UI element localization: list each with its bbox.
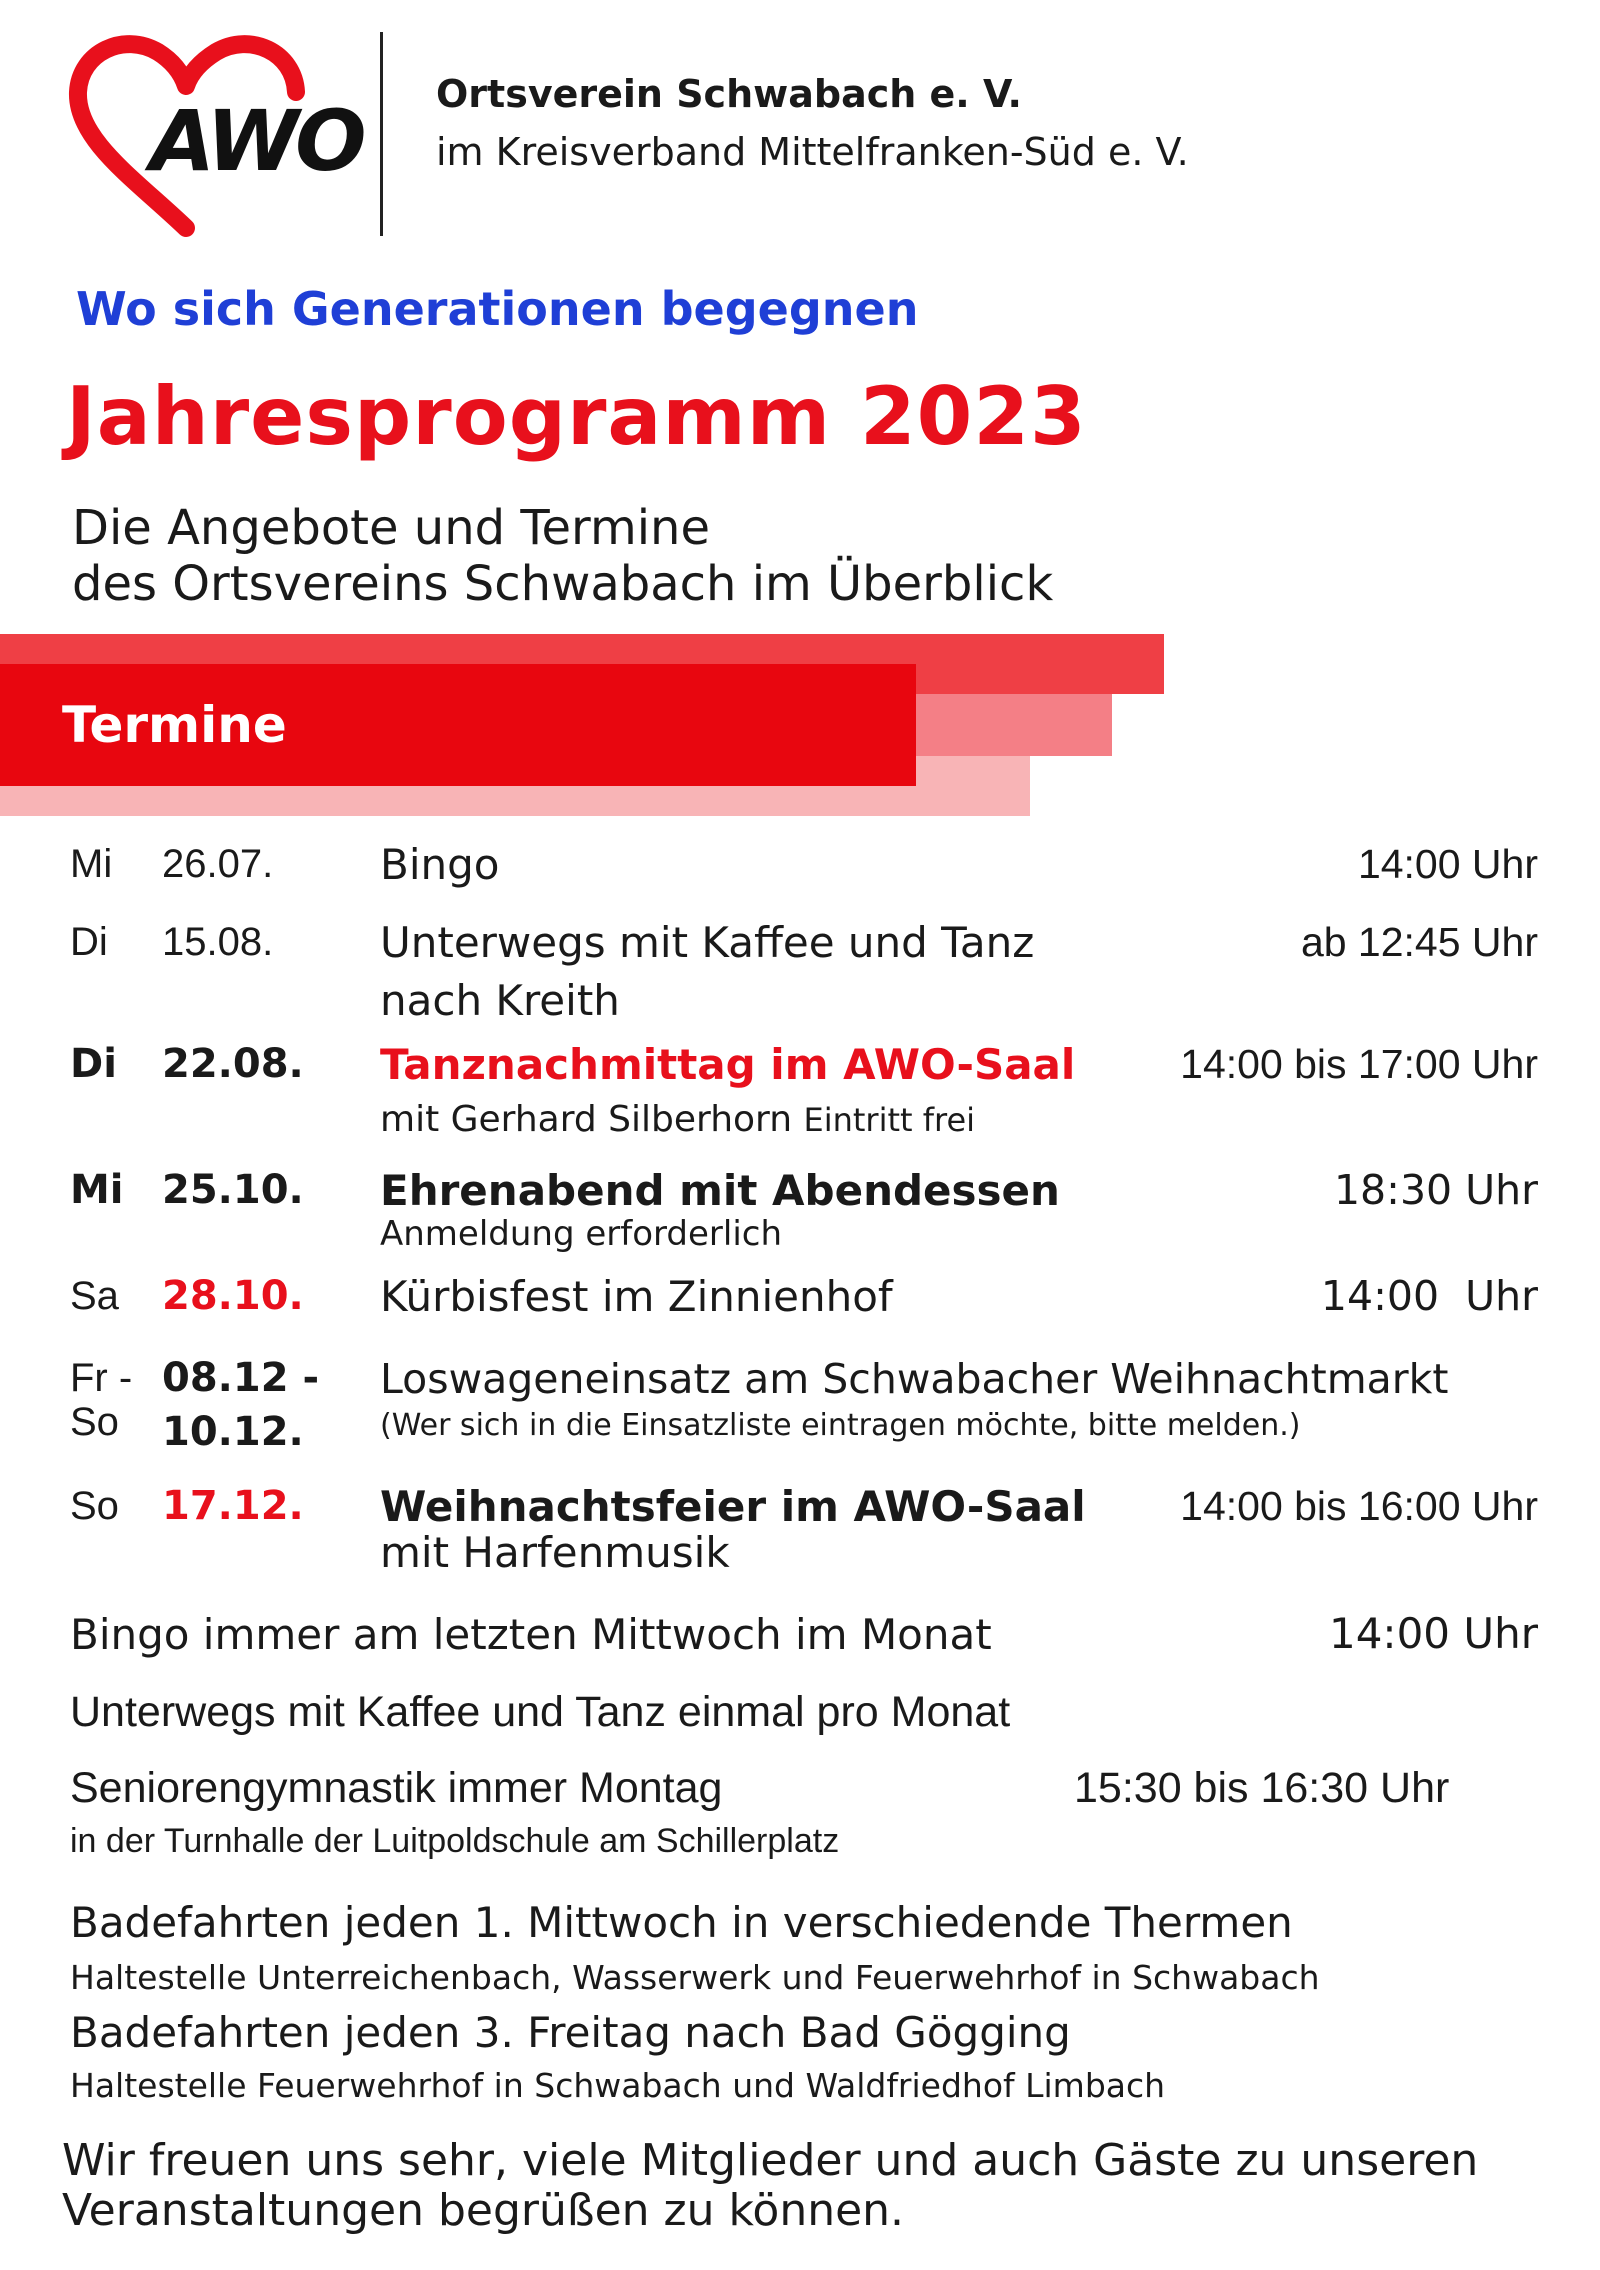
event-date: 15.08.	[162, 920, 274, 964]
event-day-end: So	[70, 1400, 119, 1444]
event-date: 28.10.	[162, 1273, 304, 1319]
event-title: Unterwegs mit Kaffee und Tanz	[380, 918, 1035, 967]
org-subtitle: im Kreisverband Mittelfranken-Süd e. V.	[436, 130, 1189, 174]
event-title: Tanznachmittag im AWO-Saal	[380, 1040, 1076, 1089]
event-day: Di	[70, 920, 108, 964]
event-title: Kürbisfest im Zinnienhof	[380, 1272, 893, 1321]
page-title: Jahresprogramm 2023	[66, 370, 1087, 463]
event-time: ab 12:45 Uhr	[1300, 919, 1538, 965]
event-title: Weihnachtsfeier im AWO-Saal	[380, 1482, 1086, 1531]
event-day: Sa	[70, 1274, 119, 1318]
regular-location: in der Turnhalle der Luitpoldschule am Schillerplatz	[70, 1822, 840, 1860]
closing-line: Veranstaltungen begrüßen zu können.	[62, 2185, 905, 2236]
intro-line: des Ortsvereins Schwabach im Überblick	[72, 556, 1054, 612]
event-title: Ehrenabend mit Abendessen	[380, 1166, 1060, 1215]
event-subtitle: Anmeldung erforderlich	[380, 1214, 783, 1254]
event-date: 26.07.	[162, 842, 274, 886]
event-day: Mi	[70, 842, 113, 886]
event-title: Bingo	[380, 840, 500, 889]
event-note: Eintritt frei	[803, 1101, 976, 1139]
tagline: Wo sich Generationen begegnen	[76, 282, 919, 336]
regular-offer: Badefahrten jeden 1. Mittwoch in verschiedende Thermen	[70, 1898, 1293, 1947]
event-date: 25.10.	[162, 1167, 304, 1213]
event-day: Di	[70, 1041, 117, 1087]
event-host: mit Gerhard Silberhorn	[380, 1099, 793, 1140]
event-date: 22.08.	[162, 1041, 304, 1087]
event-day: Mi	[70, 1167, 124, 1213]
awo-logo	[66, 30, 363, 240]
regular-stops: Haltestelle Unterreichenbach, Wasserwerk und Feuerwehrhof in Schwabach	[70, 1958, 1320, 1997]
regular-time: 15:30 bis 16:30 Uhr	[1074, 1764, 1450, 1812]
event-date-end: 10.12.	[162, 1409, 304, 1455]
banner-label: Termine	[62, 696, 287, 754]
event-day: Fr -	[70, 1356, 133, 1400]
event-time: 14:00 bis 16:00 Uhr	[1180, 1483, 1538, 1529]
regular-offer: Badefahrten jeden 3. Freitag nach Bad Gögging	[70, 2008, 1071, 2057]
closing-text	[62, 2136, 1478, 2236]
event-date: 17.12.	[162, 1483, 304, 1529]
regular-offer: Unterwegs mit Kaffee und Tanz einmal pro Monat	[70, 1688, 1011, 1736]
logo-text: AWO	[150, 92, 363, 190]
event-subtitle: (Wer sich in die Einsatzliste eintragen möchte, bitte melden.)	[380, 1408, 1301, 1443]
event-title: Loswageneinsatz am Schwabacher Weihnachtmarkt	[380, 1355, 1449, 1403]
regular-stops: Haltestelle Feuerwehrhof in Schwabach und Waldfriedhof Limbach	[70, 2066, 1166, 2105]
event-title-cont: mit Harfenmusik	[380, 1528, 730, 1577]
event-subtitle	[380, 1098, 975, 1142]
org-name: Ortsverein Schwabach e. V.	[436, 72, 1022, 116]
event-title-cont: nach Kreith	[380, 976, 620, 1025]
intro-line: Die Angebote und Termine	[72, 500, 710, 556]
closing-line: Wir freuen uns sehr, viele Mitglieder und auch Gäste zu unseren	[62, 2135, 1479, 2186]
regular-time: 14:00 Uhr	[1328, 1609, 1538, 1658]
header-divider	[380, 32, 383, 236]
regular-offer: Bingo immer am letzten Mittwoch im Monat	[70, 1610, 992, 1659]
intro-text	[72, 500, 1053, 612]
regular-offer: Seniorengymnastik immer Montag	[70, 1764, 723, 1812]
event-time: 14:00 bis 17:00 Uhr	[1180, 1041, 1538, 1087]
event-time: 18:30 Uhr	[1333, 1166, 1538, 1214]
event-time: 14:00 Uhr	[1357, 841, 1538, 887]
event-day: So	[70, 1484, 119, 1528]
event-time: 14:00 Uhr	[1320, 1272, 1538, 1320]
event-date: 08.12 -	[162, 1355, 320, 1401]
